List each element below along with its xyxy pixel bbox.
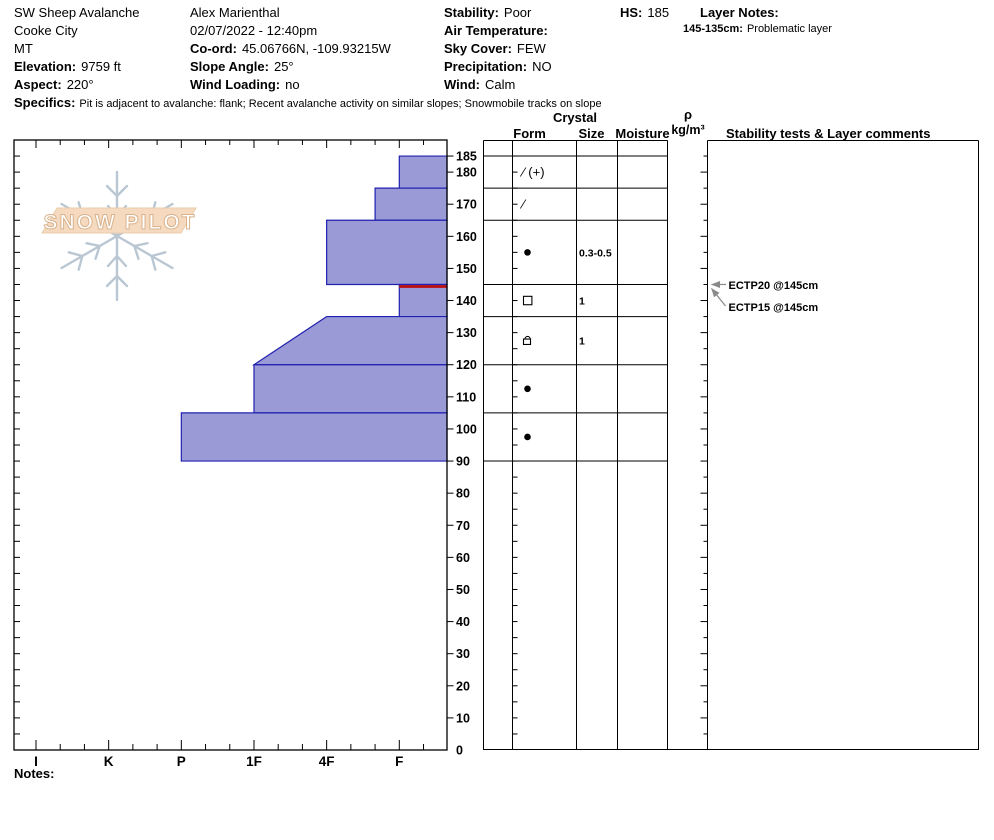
header-col-location: [14, 4, 140, 94]
logo-text: SNOW PILOT: [43, 211, 197, 234]
state-row: [14, 40, 140, 58]
wind-loading-row: [190, 76, 391, 94]
svg-text:K: K: [103, 754, 114, 769]
svg-text:1F: 1F: [246, 754, 262, 769]
header-col-observer: [190, 4, 391, 94]
air-temperature-row: [444, 22, 553, 40]
layer-note-text: Problematic layer: [746, 23, 832, 35]
field-label: Elevation:: [14, 59, 77, 74]
field-label: Air Temperature:: [444, 23, 548, 38]
faceted-crystals-icon: [524, 296, 532, 304]
svg-text:1: 1: [579, 295, 585, 308]
hs-value: 185: [647, 5, 670, 20]
slope-angle-row: [190, 58, 391, 76]
svg-text:50: 50: [456, 582, 470, 597]
crystal-header: Crystal: [552, 110, 598, 125]
svg-text:0.3-0.5: 0.3-0.5: [579, 247, 612, 260]
crystal-form-symbols: [520, 165, 612, 441]
state: MT: [14, 41, 33, 56]
field-label: Slope Angle:: [190, 59, 269, 74]
field-label: Wind Loading:: [190, 77, 281, 92]
coordinates-value: 45.06766N, -109.93215W: [241, 41, 391, 56]
datetime-row: [190, 22, 391, 40]
slope-angle-value: 25°: [273, 59, 294, 74]
hs-row: [620, 4, 669, 22]
stability-test-label: ECTP20 @145cm: [728, 279, 819, 292]
hardness-axis-labels: [34, 754, 403, 769]
stability-row: [444, 4, 553, 22]
field-label: Sky Cover:: [444, 41, 512, 56]
wind-loading-value: no: [285, 77, 300, 92]
precipitation-value: NO: [532, 59, 552, 74]
notes-label: Notes:: [14, 766, 55, 781]
crystal-table-grid: [484, 141, 979, 751]
specifics-row: [14, 94, 602, 112]
precipitation-row: [444, 58, 553, 76]
aspect-value: 220°: [66, 77, 94, 92]
elevation-value: 9759 ft: [81, 59, 121, 74]
svg-text:160: 160: [456, 229, 477, 244]
header-col-conditions: [444, 4, 553, 94]
snowpilot-logo: [42, 172, 197, 300]
moisture-column-header: Moisture: [615, 126, 670, 141]
wind-value: Calm: [484, 77, 516, 92]
pit-name: SW Sheep Avalanche: [14, 5, 140, 20]
stability-test-label: ECTP15 @145cm: [728, 301, 819, 314]
svg-text:120: 120: [456, 358, 477, 373]
svg-text:90: 90: [456, 454, 470, 469]
datetime: 02/07/2022 - 12:40pm: [190, 23, 318, 38]
svg-text:80: 80: [456, 486, 470, 501]
svg-text:180: 180: [456, 165, 477, 180]
field-label: Stability:: [444, 5, 499, 20]
svg-text:150: 150: [456, 261, 477, 276]
snowflake-icon: [57, 172, 178, 300]
city: Cooke City: [14, 23, 78, 38]
depth-axis-labels: [456, 150, 477, 758]
layer-note-entry: [683, 23, 832, 35]
layer-notes-title: Layer Notes:: [700, 5, 779, 20]
aspect-row: [14, 76, 140, 94]
layer-note-range: 145-135cm:: [683, 23, 743, 35]
svg-text:60: 60: [456, 550, 470, 565]
hardness-profile-bars: [181, 156, 447, 461]
observer-name: Alex Marienthal: [190, 5, 280, 20]
size-column-header: Size: [578, 126, 605, 141]
sky-cover-value: FEW: [516, 41, 546, 56]
svg-text:0: 0: [456, 743, 463, 758]
svg-text:F: F: [395, 754, 404, 769]
rounded-grains-icon: [524, 386, 531, 393]
field-label: Wind:: [444, 77, 480, 92]
svg-text:40: 40: [456, 615, 470, 630]
stability-tests-header: Stability tests & Layer comments: [726, 126, 931, 141]
field-label: Aspect:: [14, 77, 62, 92]
field-label: Co-ord:: [190, 41, 237, 56]
rounded-grains-icon: [524, 434, 531, 441]
stability-tests: [712, 280, 819, 314]
field-label: Precipitation:: [444, 59, 528, 74]
decomposing-fragments-icon: ⁄ (+): [522, 164, 545, 180]
sky-cover-row: [444, 40, 553, 58]
stability-value: Poor: [503, 5, 532, 20]
svg-text:4F: 4F: [318, 754, 335, 769]
svg-text:70: 70: [456, 518, 470, 533]
svg-text:P: P: [176, 754, 186, 769]
rounded-grains-icon: [524, 249, 531, 256]
svg-text:130: 130: [456, 326, 477, 341]
city-row: [14, 22, 140, 40]
density-units-header: kg/m³: [671, 123, 705, 137]
svg-text:100: 100: [456, 422, 477, 437]
svg-text:140: 140: [456, 294, 477, 309]
svg-text:110: 110: [456, 390, 477, 405]
elevation-row: [14, 58, 140, 76]
svg-text:1: 1: [579, 335, 585, 348]
svg-text:170: 170: [456, 197, 477, 212]
form-column-header: Form: [513, 126, 546, 141]
svg-text:185: 185: [456, 149, 477, 164]
coordinates-row: [190, 40, 391, 58]
svg-text:20: 20: [456, 679, 470, 694]
pit-name-row: [14, 4, 140, 22]
wind-row: [444, 76, 553, 94]
hs-label: HS:: [620, 5, 643, 20]
observer-row: [190, 4, 391, 22]
density-rho-header: ρ: [683, 107, 693, 122]
svg-text:I: I: [34, 754, 38, 769]
svg-text:30: 30: [456, 647, 470, 662]
svg-text:10: 10: [456, 711, 470, 726]
decomposing-fragments-icon: ⁄: [522, 196, 525, 212]
rounding-facets-icon: [524, 339, 531, 344]
specifics-text: Pit is adjacent to avalanche: flank; Recent avalanche activity on similar slopes; Snowmobile tracks on slope: [79, 98, 602, 110]
specifics-label: Specifics:: [14, 95, 76, 110]
